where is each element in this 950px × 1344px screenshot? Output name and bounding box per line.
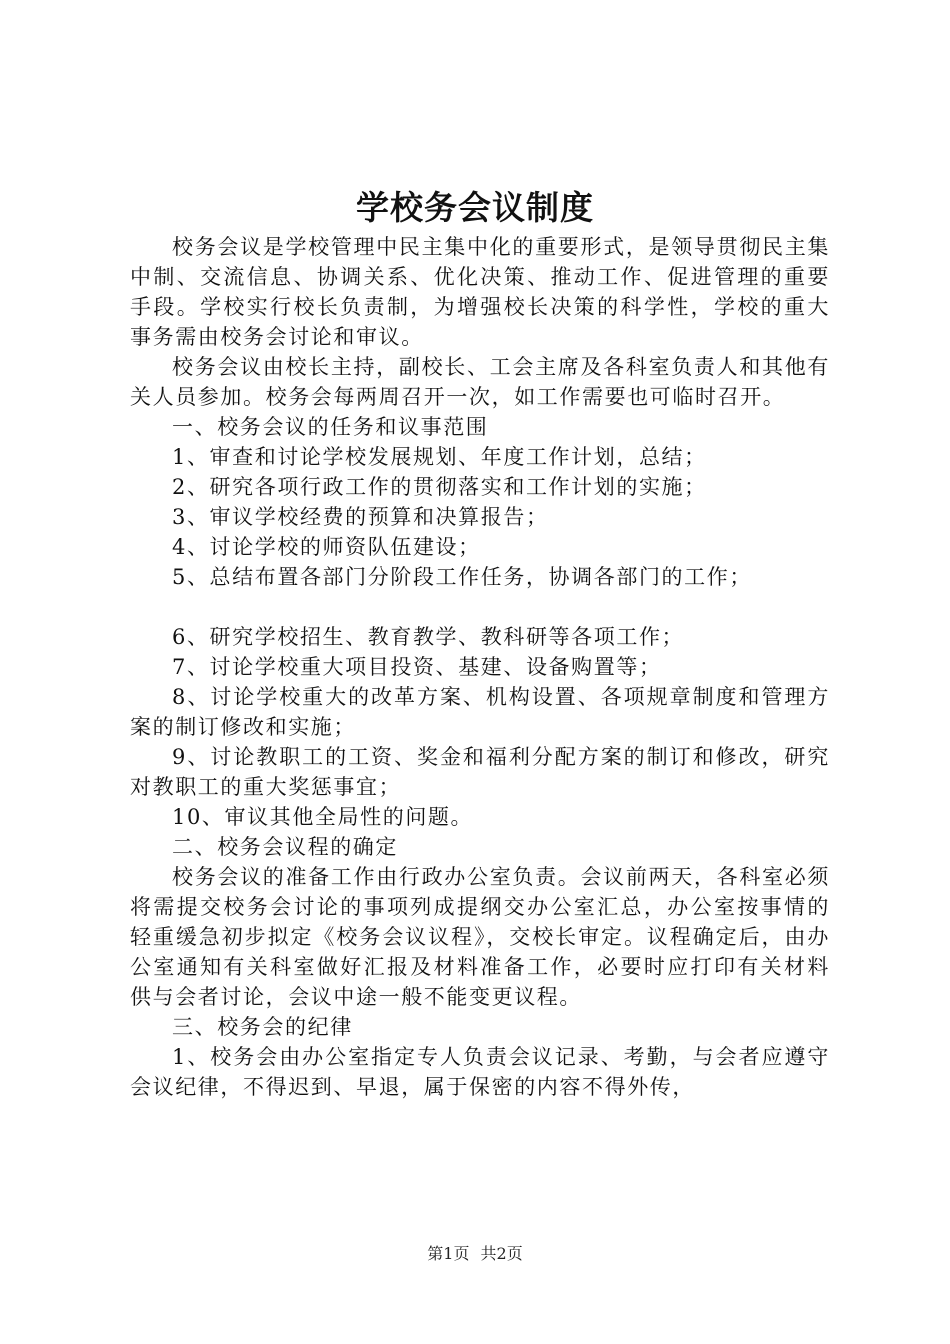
- blank-line: [130, 592, 830, 622]
- paragraph-agenda: 校务会议的准备工作由行政办公室负责。会议前两天，各科室必须将需提交校务会讨论的事项列成提纲交办公室汇总，办公室按事情的轻重缓急初步拟定《校务会议议程》，交校长审定。议程确定后，由办公室通知有关科室做好汇报及材料准备工作，必要时应打印有关材料供与会者讨论，会议中途一般不能变更议程。: [130, 865, 830, 1009]
- document-body: [130, 232, 830, 1102]
- list-item: 5、总结布置各部门分阶段工作任务，协调各部门的工作；: [172, 565, 752, 589]
- list-item: 2、研究各项行政工作的贯彻落实和工作计划的实施；: [172, 475, 707, 499]
- document-title: 学校务会议制度: [356, 188, 594, 227]
- list-item: 10、审议其他全局性的问题。: [172, 805, 474, 829]
- list-item: 4、讨论学校的师资队伍建设；: [172, 535, 481, 559]
- page-number: 第1页: [427, 1244, 470, 1263]
- list-item: 6、研究学校招生、教育教学、教科研等各项工作；: [172, 625, 685, 649]
- list-item: 9、讨论教职工的工资、奖金和福利分配方案的制订和修改，研究对教职工的重大奖惩事宜；: [130, 745, 830, 799]
- section-heading-2: 二、校务会议程的确定: [172, 835, 398, 859]
- list-item: 8、讨论学校重大的改革方案、机构设置、各项规章制度和管理方案的制订修改和实施；: [130, 685, 830, 739]
- page-total: 共2页: [480, 1244, 523, 1263]
- list-item: 1、校务会由办公室指定专人负责会议记录、考勤，与会者应遵守会议纪律，不得迟到、早退，属于保密的内容不得外传，: [130, 1045, 830, 1099]
- paragraph-attendance: 校务会议由校长主持，副校长、工会主席及各科室负责人和其他有关人员参加。校务会每两周召开一次，如工作需要也可临时召开。: [130, 355, 830, 409]
- page-footer: [0, 1243, 950, 1265]
- list-item: 7、讨论学校重大项目投资、基建、设备购置等；: [172, 655, 662, 679]
- section-heading-3: 三、校务会的纪律: [172, 1015, 353, 1039]
- list-item: 1、审查和讨论学校发展规划、年度工作计划，总结；: [172, 445, 707, 469]
- paragraph-intro: 校务会议是学校管理中民主集中化的重要形式，是领导贯彻民主集中制、交流信息、协调关系、优化决策、推动工作、促进管理的重要手段。学校实行校长负责制，为增强校长决策的科学性，学校的重大事务需由校务会讨论和审议。: [130, 235, 830, 349]
- list-item: 3、审议学校经费的预算和决算报告；: [172, 505, 549, 529]
- section-heading-1: 一、校务会议的任务和议事范围: [172, 415, 489, 439]
